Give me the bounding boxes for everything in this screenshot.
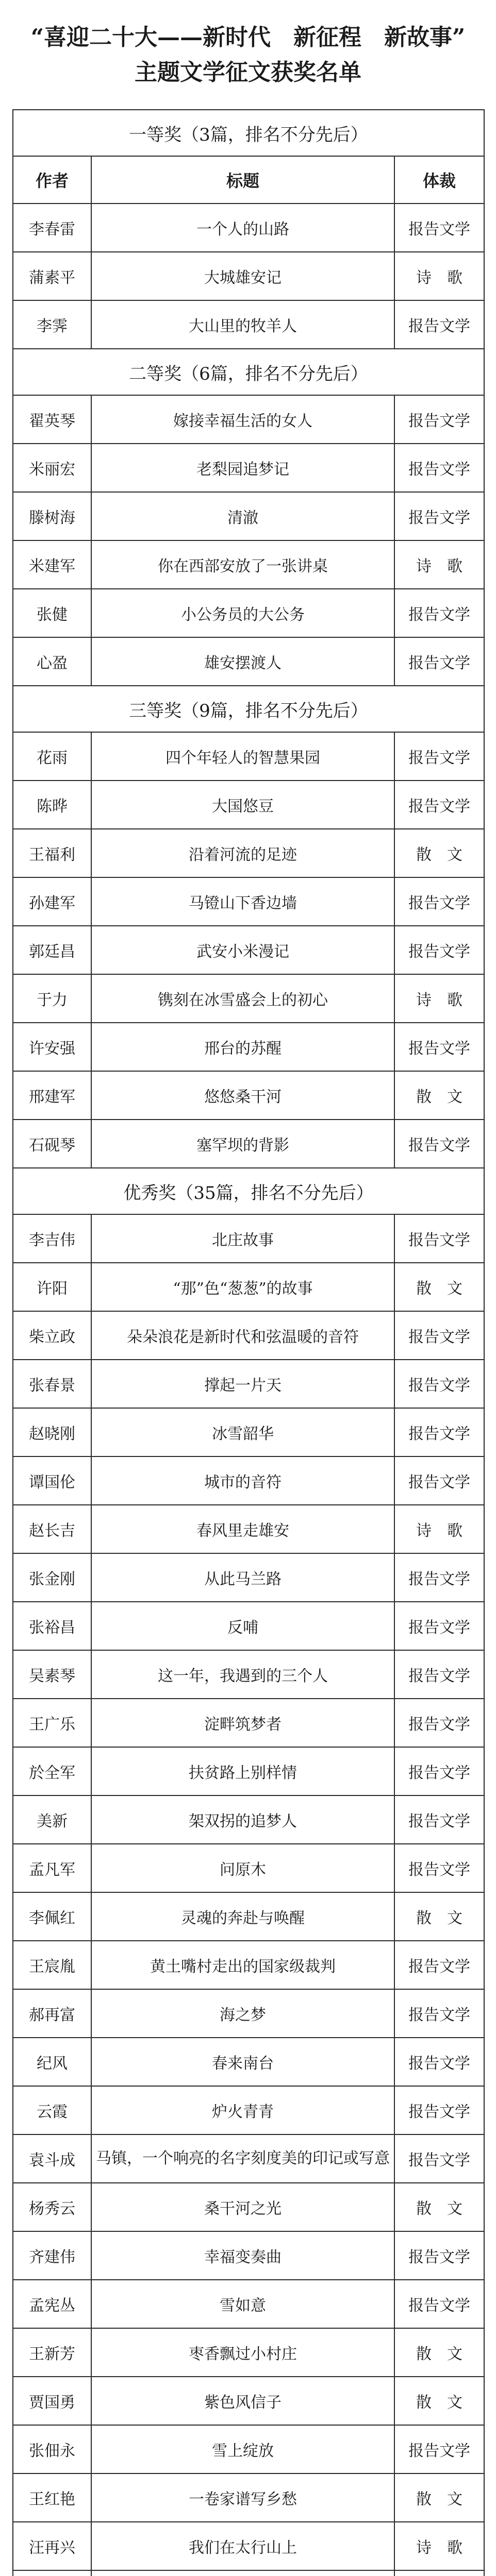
title-line-2: 主题文学征文获奖名单 (135, 59, 361, 86)
table-row (13, 2183, 484, 2231)
genre-cell: 报告文学 (394, 1941, 484, 1989)
author-cell: 李吉伟 (13, 1214, 91, 1263)
table-row (13, 637, 484, 686)
title-cell: 春来南台 (91, 2038, 394, 2086)
title-cell: 马镫山下香边墙 (91, 877, 394, 926)
table-row (13, 2086, 484, 2134)
table-row (13, 877, 484, 926)
table-row (13, 829, 484, 877)
genre-cell: 报告文学 (394, 1408, 484, 1456)
genre-cell: 报告文学 (394, 1844, 484, 1892)
genre-cell: 报告文学 (394, 1214, 484, 1263)
title-cell: 撑起一片天 (91, 1360, 394, 1408)
table-row (13, 1023, 484, 1071)
section-heading: 三等奖（9篇，排名不分先后） (13, 686, 484, 732)
author-cell: 许安强 (13, 1023, 91, 1071)
genre-cell: 报告文学 (394, 2134, 484, 2183)
author-cell: 美新 (13, 1795, 91, 1844)
genre-cell: 报告文学 (394, 2425, 484, 2473)
author-cell: 吴素琴 (13, 1650, 91, 1699)
genre-cell: 报告文学 (394, 1120, 484, 1168)
table-row (13, 1747, 484, 1795)
genre-cell: 散 文 (394, 2473, 484, 2522)
document-title (0, 0, 496, 110)
title-cell: 幸福变奏曲 (91, 2231, 394, 2280)
table-row (13, 974, 484, 1023)
genre-cell: 报告文学 (394, 2038, 484, 2086)
genre-cell: 诗 歌 (394, 540, 484, 589)
title-cell: 大山里的牧羊人 (91, 300, 394, 349)
genre-cell: 散 文 (394, 2183, 484, 2231)
awards-table (12, 109, 485, 2576)
genre-cell: 诗 歌 (394, 974, 484, 1023)
section-heading-row (13, 1168, 484, 1214)
author-cell: 谭国伦 (13, 1456, 91, 1505)
author-cell: 云霞 (13, 2086, 91, 2134)
table-row (13, 2038, 484, 2086)
table-row (13, 1602, 484, 1650)
title-line-1: “喜迎二十大——新时代 新征程 新故事” (30, 24, 466, 50)
table-row (13, 300, 484, 349)
genre-cell: 报告文学 (394, 926, 484, 974)
table-row (13, 781, 484, 829)
table-row (13, 589, 484, 637)
table-row (13, 2328, 484, 2377)
author-cell: 赵长吉 (13, 1505, 91, 1553)
genre-cell: 报告文学 (394, 2231, 484, 2280)
genre-cell: 散 文 (394, 2377, 484, 2425)
title-cell: 冰雪韶华 (91, 1408, 394, 1456)
title-cell: 你在西部安放了一张讲桌 (91, 540, 394, 589)
author-cell: 花雨 (13, 732, 91, 781)
title-cell: 春风里走雄安 (91, 1505, 394, 1553)
table-row (13, 1214, 484, 1263)
table-row (13, 1553, 484, 1602)
genre-cell: 报告文学 (394, 1023, 484, 1071)
title-cell: 扶贫路上别样情 (91, 1747, 394, 1795)
section-heading: 二等奖（6篇，排名不分先后） (13, 349, 484, 395)
section-heading: 一等奖（3篇，排名不分先后） (13, 110, 484, 156)
section-heading-row (13, 349, 484, 395)
title-cell: 老梨园追梦记 (91, 444, 394, 492)
awards-table-body (13, 110, 484, 2576)
title-cell: 塞罕坝的背影 (91, 1120, 394, 1168)
genre-cell: 报告文学 (394, 732, 484, 781)
genre-cell: 散 文 (394, 1071, 484, 1120)
author-cell: 王宸胤 (13, 1941, 91, 1989)
author-cell: 孙建军 (13, 877, 91, 926)
title-cell: 大城雄安记 (91, 252, 394, 300)
genre-cell: 报告文学 (394, 1650, 484, 1699)
author-cell: 王福利 (13, 829, 91, 877)
table-row (13, 1844, 484, 1892)
table-row (13, 1795, 484, 1844)
title-cell: 马镇，一个响亮的名字刻度美的印记或写意 (91, 2134, 394, 2183)
title-cell: 北庄故事 (91, 1214, 394, 1263)
author-cell: 袁斗成 (13, 2134, 91, 2183)
author-cell: 杨秀云 (13, 2183, 91, 2231)
author-cell: 张佃永 (13, 2425, 91, 2473)
section-heading: 优秀奖（35篇，排名不分先后） (13, 1168, 484, 1214)
title-cell: 小公务员的大公务 (91, 589, 394, 637)
author-cell: 王新芳 (13, 2328, 91, 2377)
table-row (13, 1941, 484, 1989)
author-cell: 纪风 (13, 2038, 91, 2086)
table-row (13, 2473, 484, 2522)
table-row (13, 2377, 484, 2425)
author-cell: 郭廷昌 (13, 926, 91, 974)
table-row (13, 2425, 484, 2473)
author-cell: 郝再富 (13, 1989, 91, 2038)
table-row (13, 1892, 484, 1941)
author-cell: 张健 (13, 589, 91, 637)
author-cell: 石砚琴 (13, 1120, 91, 1168)
title-cell: 城市的音符 (91, 1456, 394, 1505)
title-cell: 从此马兰路 (91, 1553, 394, 1602)
author-cell: 翟英琴 (13, 395, 91, 444)
title-cell: 嫁接幸福生活的女人 (91, 395, 394, 444)
table-row (13, 1505, 484, 1553)
genre-cell: 报告文学 (394, 1311, 484, 1360)
section-heading-row (13, 686, 484, 732)
section-heading-row (13, 110, 484, 156)
author-cell: 王红艳 (13, 2473, 91, 2522)
genre-cell: 报告文学 (394, 781, 484, 829)
table-row (13, 1311, 484, 1360)
author-cell (13, 2570, 91, 2576)
table-row (13, 732, 484, 781)
title-cell: 反哺 (91, 1602, 394, 1650)
table-row (13, 1650, 484, 1699)
title-cell: 紫色风信子 (91, 2377, 394, 2425)
table-row (13, 1360, 484, 1408)
table-row (13, 2522, 484, 2570)
author-cell: 赵晓刚 (13, 1408, 91, 1456)
title-cell: 大国悠豆 (91, 781, 394, 829)
author-cell: 孟宪丛 (13, 2280, 91, 2328)
genre-cell: 报告文学 (394, 1456, 484, 1505)
genre-cell: 报告文学 (394, 1699, 484, 1747)
title-cell: 清澈 (91, 492, 394, 540)
author-cell: 贾国勇 (13, 2377, 91, 2425)
author-cell: 汪再兴 (13, 2522, 91, 2570)
table-row (13, 2231, 484, 2280)
author-cell: 陈晔 (13, 781, 91, 829)
column-header-author: 作者 (13, 156, 91, 204)
title-cell: 黄土嘴村走出的国家级裁判 (91, 1941, 394, 1989)
column-header-title: 标题 (91, 156, 394, 204)
title-cell: 灵魂的奔赴与唤醒 (91, 1892, 394, 1941)
author-cell: 王广乐 (13, 1699, 91, 1747)
title-cell: 雪如意 (91, 2280, 394, 2328)
table-row (13, 1699, 484, 1747)
column-header-genre: 体裁 (394, 156, 484, 204)
author-cell: 张春景 (13, 1360, 91, 1408)
author-cell: 孟凡军 (13, 1844, 91, 1892)
genre-cell: 报告文学 (394, 1747, 484, 1795)
table-row (13, 1263, 484, 1311)
genre-cell: 散 文 (394, 829, 484, 877)
title-cell (91, 2570, 394, 2576)
title-cell: 我们在太行山上 (91, 2522, 394, 2570)
author-cell: 滕树海 (13, 492, 91, 540)
table-row (13, 204, 484, 252)
genre-cell: 报告文学 (394, 1602, 484, 1650)
genre-cell: 报告文学 (394, 877, 484, 926)
title-cell: 沿着河流的足迹 (91, 829, 394, 877)
genre-cell: 诗 歌 (394, 252, 484, 300)
table-row (13, 492, 484, 540)
genre-cell: 散 文 (394, 1263, 484, 1311)
table-row (13, 395, 484, 444)
author-cell: 张裕昌 (13, 1602, 91, 1650)
title-cell: 桑干河之光 (91, 2183, 394, 2231)
author-cell: 李霁 (13, 300, 91, 349)
author-cell: 米建军 (13, 540, 91, 589)
author-cell: 齐建伟 (13, 2231, 91, 2280)
genre-cell: 报告文学 (394, 1553, 484, 1602)
title-cell: 枣香飘过小村庄 (91, 2328, 394, 2377)
author-cell: 蒲素平 (13, 252, 91, 300)
author-cell: 心盈 (13, 637, 91, 686)
title-cell: 四个年轻人的智慧果园 (91, 732, 394, 781)
title-cell: 武安小米漫记 (91, 926, 394, 974)
table-row (13, 1408, 484, 1456)
genre-cell (394, 2570, 484, 2576)
author-cell: 於全军 (13, 1747, 91, 1795)
genre-cell: 报告文学 (394, 204, 484, 252)
title-cell: “那”色“葱葱”的故事 (91, 1263, 394, 1311)
title-cell: 淀畔筑梦者 (91, 1699, 394, 1747)
author-cell: 张金刚 (13, 1553, 91, 1602)
table-row (13, 1120, 484, 1168)
genre-cell: 散 文 (394, 2328, 484, 2377)
genre-cell: 报告文学 (394, 300, 484, 349)
table-row (13, 1456, 484, 1505)
genre-cell: 诗 歌 (394, 1505, 484, 1553)
title-cell: 问原木 (91, 1844, 394, 1892)
author-cell: 柴立政 (13, 1311, 91, 1360)
table-row (13, 926, 484, 974)
genre-cell: 报告文学 (394, 492, 484, 540)
title-cell: 雄安摆渡人 (91, 637, 394, 686)
table-row (13, 252, 484, 300)
table-row (13, 2570, 484, 2576)
table-row (13, 1989, 484, 2038)
author-cell: 许阳 (13, 1263, 91, 1311)
title-cell: 朵朵浪花是新时代和弦温暖的音符 (91, 1311, 394, 1360)
title-cell: 悠悠桑干河 (91, 1071, 394, 1120)
title-cell: 炉火青青 (91, 2086, 394, 2134)
table-row (13, 2134, 484, 2183)
genre-cell: 报告文学 (394, 589, 484, 637)
table-row (13, 540, 484, 589)
genre-cell: 报告文学 (394, 444, 484, 492)
author-cell: 李春雷 (13, 204, 91, 252)
table-row (13, 2280, 484, 2328)
title-cell: 一卷家谱写乡愁 (91, 2473, 394, 2522)
title-cell: 这一年，我遇到的三个人 (91, 1650, 394, 1699)
title-cell: 架双拐的追梦人 (91, 1795, 394, 1844)
genre-cell: 报告文学 (394, 2280, 484, 2328)
title-cell: 邢台的苏醒 (91, 1023, 394, 1071)
genre-cell: 报告文学 (394, 2086, 484, 2134)
genre-cell: 报告文学 (394, 1360, 484, 1408)
genre-cell: 报告文学 (394, 1795, 484, 1844)
author-cell: 邢建军 (13, 1071, 91, 1120)
title-cell: 镌刻在冰雪盛会上的初心 (91, 974, 394, 1023)
genre-cell: 报告文学 (394, 637, 484, 686)
title-cell: 一个人的山路 (91, 204, 394, 252)
author-cell: 于力 (13, 974, 91, 1023)
column-header-row (13, 156, 484, 204)
table-row (13, 444, 484, 492)
author-cell: 李佩红 (13, 1892, 91, 1941)
table-row (13, 1071, 484, 1120)
title-cell: 海之梦 (91, 1989, 394, 2038)
genre-cell: 报告文学 (394, 1989, 484, 2038)
genre-cell: 报告文学 (394, 395, 484, 444)
genre-cell: 诗 歌 (394, 2522, 484, 2570)
author-cell: 米丽宏 (13, 444, 91, 492)
genre-cell: 散 文 (394, 1892, 484, 1941)
title-cell: 雪上绽放 (91, 2425, 394, 2473)
